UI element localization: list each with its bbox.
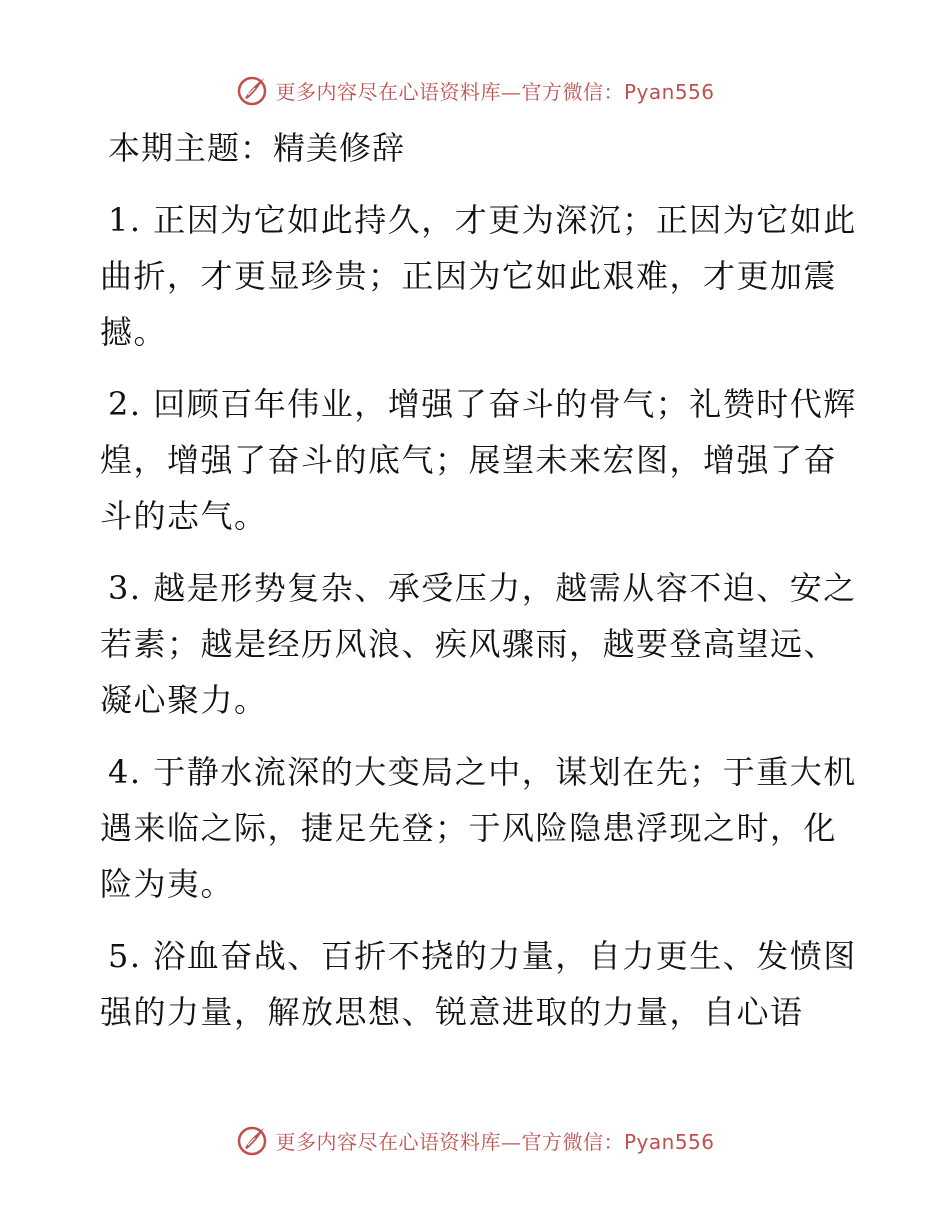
banner-site-text: 更多内容尽在心语资料库 — [275, 79, 501, 104]
banner-text — [275, 1126, 714, 1155]
banner-text — [275, 76, 714, 105]
paragraph-2: 2. 回顾百年伟业，增强了奋斗的骨气；礼赞时代辉煌，增强了奋斗的底气；展望未来宏图，增强了奋斗的志气。 — [100, 385, 857, 535]
document-topic: 本期主题：精美修辞 — [108, 129, 406, 167]
paragraph-3: 3. 越是形势复杂、承受压力，越需从容不迫、安之若素；越是经历风浪、疾风骤雨，越要登高望远、凝心聚力。 — [100, 569, 857, 719]
banner-wechat-label: 官方微信： — [521, 1129, 624, 1154]
header-banner — [0, 70, 950, 110]
banner-separator: — — [500, 1129, 522, 1154]
quill-circle-logo-icon — [235, 1123, 269, 1157]
banner-wechat-label: 官方微信： — [521, 79, 624, 104]
banner-wechat-id: Pyan556 — [623, 79, 715, 104]
banner-wechat-id: Pyan556 — [623, 1129, 715, 1154]
document-body — [100, 124, 860, 1056]
quill-circle-logo-icon — [235, 73, 269, 107]
banner-separator: — — [500, 79, 522, 104]
paragraph-4: 4. 于静水流深的大变局之中，谋划在先；于重大机遇来临之际，捷足先登；于风险隐患浮现之时，化险为夷。 — [100, 753, 857, 903]
footer-banner — [0, 1120, 950, 1160]
paragraph-1: 1. 正因为它如此持久，才更为深沉；正因为它如此曲折，才更显珍贵；正因为它如此艰难，才更加震撼。 — [100, 201, 857, 351]
paragraph-5: 5. 浴血奋战、百折不挠的力量，自力更生、发愤图强的力量，解放思想、锐意进取的力量，自心语 — [100, 937, 857, 1031]
banner-site-text: 更多内容尽在心语资料库 — [275, 1129, 501, 1154]
